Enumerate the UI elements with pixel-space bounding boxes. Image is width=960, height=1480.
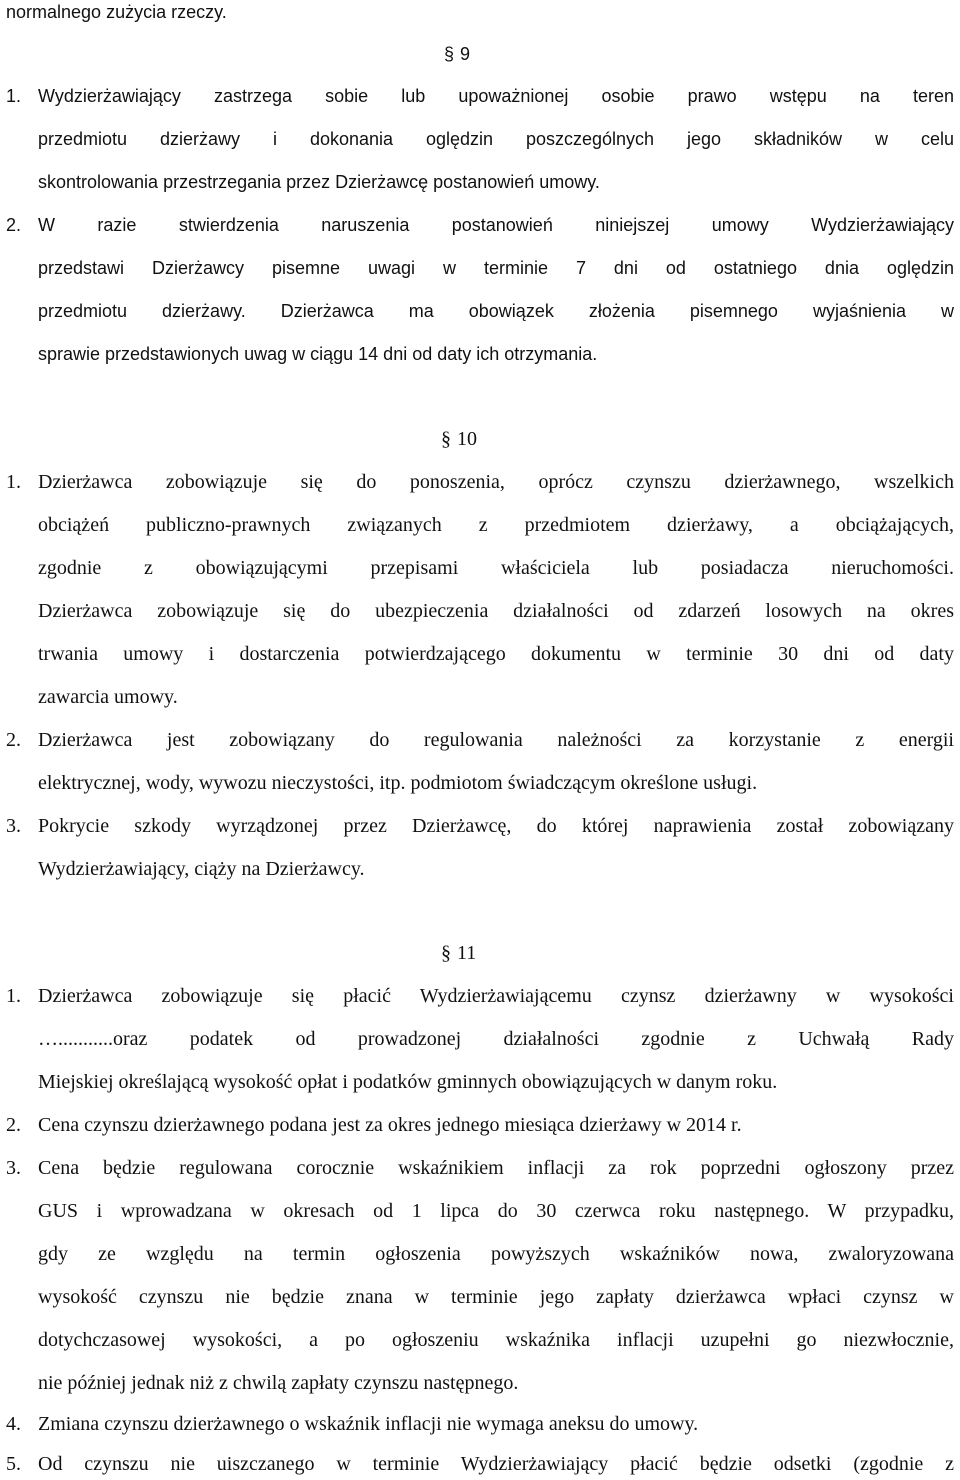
- section-mark: §: [444, 44, 455, 64]
- paragraph-line: trwania umowy i dostarczenia potwierdzającego dokumentu w terminie 30 dni od daty: [38, 643, 954, 665]
- paragraph-line: Miejskiej określającą wysokość opłat i podatków gminnych obowiązujących w danym roku.: [38, 1071, 778, 1093]
- paragraph-line: Cena będzie regulowana corocznie wskaźnikiem inflacji za rok poprzedni ogłoszony przez: [38, 1157, 954, 1179]
- paragraph-line: przedmiotu dzierżawy i dokonania oględzin poszczególnych jego składników w celu: [38, 129, 954, 149]
- section-mark: §: [441, 428, 451, 450]
- paragraph-line: Zmiana czynszu dzierżawnego o wskaźnik inflacji nie wymaga aneksu do umowy.: [38, 1413, 699, 1435]
- paragraph-number: 4.: [6, 1413, 21, 1435]
- paragraph-line: Dzierżawca jest zobowiązany do regulowania należności za korzystanie z energii: [38, 729, 954, 751]
- paragraph-line: elektrycznej, wody, wywozu nieczystości, itp. podmiotom świadczącym określone usługi.: [38, 772, 758, 794]
- paragraph-number: 2.: [6, 729, 21, 751]
- paragraph-line: Od czynszu nie uiszczanego w terminie Wydzierżawiający płacić będzie odsetki (zgodnie z: [38, 1453, 954, 1475]
- section-number: 11: [457, 942, 477, 964]
- paragraph-line: sprawie przedstawionych uwag w ciągu 14 dni od daty ich otrzymania.: [38, 344, 598, 364]
- paragraph-line: zgodnie z obowiązującymi przepisami właściciela lub posiadacza nieruchomości.: [38, 557, 954, 579]
- paragraph-line: dotychczasowej wysokości, a po ogłoszeniu wskaźnika inflacji uzupełni go niezwłocznie,: [38, 1329, 954, 1351]
- section-mark: §: [441, 942, 451, 964]
- paragraph-number: 3.: [6, 1157, 21, 1179]
- paragraph-line: skontrolowania przestrzegania przez Dzierżawcę postanowień umowy.: [38, 172, 600, 192]
- paragraph-number: 1.: [6, 86, 22, 106]
- paragraph-number: 5.: [6, 1453, 21, 1475]
- section-heading-9: [444, 42, 470, 66]
- paragraph-line: gdy ze względu na termin ogłoszenia powyższych wskaźników nowa, zwaloryzowana: [38, 1243, 954, 1265]
- paragraph-line: przedstawi Dzierżawcy pisemne uwagi w terminie 7 dni od ostatniego dnia oględzin: [38, 258, 954, 278]
- paragraph-number: 3.: [6, 815, 21, 837]
- paragraph-line: Pokrycie szkody wyrządzonej przez Dzierżawcę, do której naprawienia został zobowiązany: [38, 815, 954, 837]
- paragraph-line: …...........oraz podatek od prowadzonej działalności zgodnie z Uchwałą Rady: [38, 1028, 954, 1050]
- section-heading-10: [441, 427, 477, 451]
- paragraph-line: Wydzierżawiający zastrzega sobie lub upoważnionej osobie prawo wstępu na teren: [38, 86, 954, 106]
- paragraph-line: zawarcia umowy.: [38, 686, 178, 708]
- paragraph-line: Dzierżawca zobowiązuje się do ponoszenia, oprócz czynszu dzierżawnego, wszelkich: [38, 471, 954, 493]
- paragraph-line: W razie stwierdzenia naruszenia postanowień niniejszej umowy Wydzierżawiający: [38, 215, 954, 235]
- paragraph-number: 1.: [6, 471, 21, 493]
- paragraph-line: przedmiotu dzierżawy. Dzierżawca ma obowiązek złożenia pisemnego wyjaśnienia w: [38, 301, 954, 321]
- section-number: 10: [457, 428, 477, 450]
- paragraph-line: obciążeń publiczno-prawnych związanych z przedmiotem dzierżawy, a obciążających,: [38, 514, 954, 536]
- paragraph-line: wysokość czynszu nie będzie znana w terminie jego zapłaty dzierżawca wpłaci czynsz w: [38, 1286, 954, 1308]
- paragraph-number: 2.: [6, 1114, 21, 1136]
- paragraph-line: Dzierżawca zobowiązuje się płacić Wydzierżawiającemu czynsz dzierżawny w wysokości: [38, 985, 954, 1007]
- paragraph-line: nie później jednak niż z chwilą zapłaty czynszu następnego.: [38, 1372, 519, 1394]
- paragraph-line: Wydzierżawiający, ciąży na Dzierżawcy.: [38, 858, 365, 880]
- paragraph-number: 2.: [6, 215, 22, 235]
- section-number: 9: [460, 44, 471, 64]
- paragraph-line: Cena czynszu dzierżawnego podana jest za okres jednego miesiąca dzierżawy w 2014 r.: [38, 1114, 742, 1136]
- continuation-line: normalnego zużycia rzeczy.: [6, 2, 227, 22]
- section-heading-11: [441, 941, 476, 965]
- paragraph-line: Dzierżawca zobowiązuje się do ubezpieczenia działalności od zdarzeń losowych na okres: [38, 600, 954, 622]
- paragraph-number: 1.: [6, 985, 21, 1007]
- paragraph-line: GUS i wprowadzana w okresach od 1 lipca do 30 czerwca roku następnego. W przypadku,: [38, 1200, 954, 1222]
